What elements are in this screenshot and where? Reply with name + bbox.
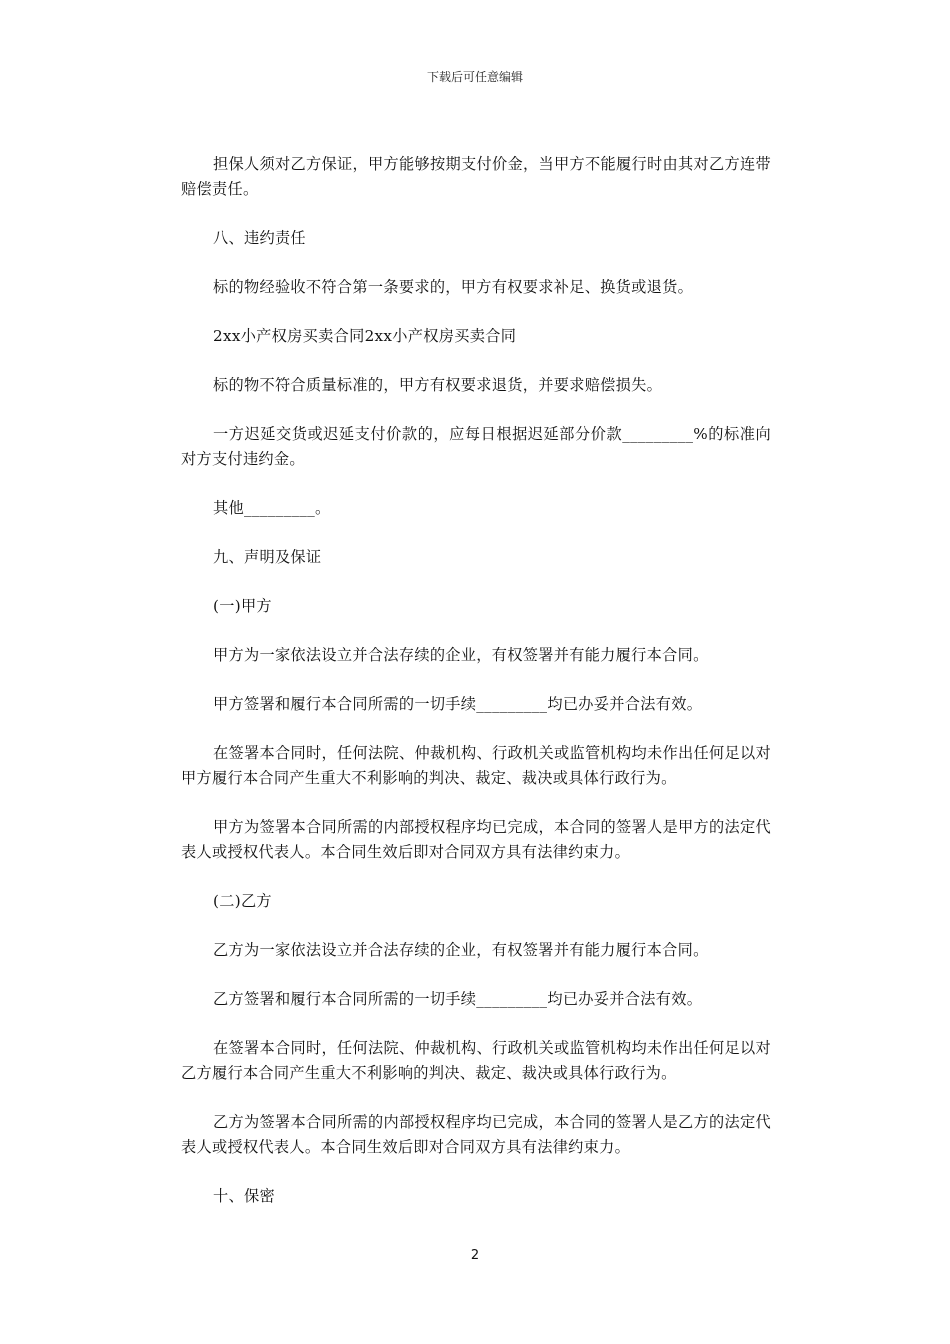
section-heading-confidentiality: 十、保密 xyxy=(213,1187,275,1205)
subsection-heading-party-a: (一)甲方 xyxy=(213,597,272,615)
paragraph: 在签署本合同时，任何法院、仲裁机构、行政机关或监管机构均未作出任何足以对乙方履行本合同产生重大不利影响的判决、裁定、裁决或具体行政行为。 xyxy=(181,1039,771,1082)
section-heading-declarations: 九、声明及保证 xyxy=(213,548,322,566)
paragraph: 标的物经验收不符合第一条要求的，甲方有权要求补足、换货或退货。 xyxy=(213,278,694,296)
paragraph: 一方迟延交货或迟延支付价款的，应每日根据迟延部分价款_________%的标准向对方支付违约金。 xyxy=(181,425,771,468)
subsection-heading-party-b: (二)乙方 xyxy=(213,892,272,910)
paragraph: 甲方为一家依法设立并合法存续的企业，有权签署并有能力履行本合同。 xyxy=(213,646,709,664)
page-number: 2 xyxy=(470,1248,480,1263)
section-heading-breach: 八、违约责任 xyxy=(213,229,306,247)
paragraph: 乙方为签署本合同所需的内部授权程序均已完成，本合同的签署人是乙方的法定代表人或授权代表人。本合同生效后即对合同双方具有法律约束力。 xyxy=(181,1113,771,1156)
paragraph: 乙方为一家依法设立并合法存续的企业，有权签署并有能力履行本合同。 xyxy=(213,941,709,959)
paragraph-guarantor: 担保人须对乙方保证，甲方能够按期支付价金，当甲方不能履行时由其对乙方连带赔偿责任。 xyxy=(181,155,771,198)
paragraph: 在签署本合同时，任何法院、仲裁机构、行政机关或监管机构均未作出任何足以对甲方履行本合同产生重大不利影响的判决、裁定、裁决或具体行政行为。 xyxy=(181,744,771,787)
paragraph: 甲方签署和履行本合同所需的一切手续_________均已办妥并合法有效。 xyxy=(213,695,703,713)
paragraph: 甲方为签署本合同所需的内部授权程序均已完成，本合同的签署人是甲方的法定代表人或授权代表人。本合同生效后即对合同双方具有法律约束力。 xyxy=(181,818,771,861)
page-header: 下载后可任意编辑 xyxy=(426,70,523,84)
paragraph: 其他_________。 xyxy=(213,499,331,517)
document-body xyxy=(181,152,771,1233)
paragraph: 2xx小产权房买卖合同2xx小产权房买卖合同 xyxy=(213,327,517,345)
paragraph: 乙方签署和履行本合同所需的一切手续_________均已办妥并合法有效。 xyxy=(213,990,703,1008)
paragraph: 标的物不符合质量标准的，甲方有权要求退货，并要求赔偿损失。 xyxy=(213,376,663,394)
